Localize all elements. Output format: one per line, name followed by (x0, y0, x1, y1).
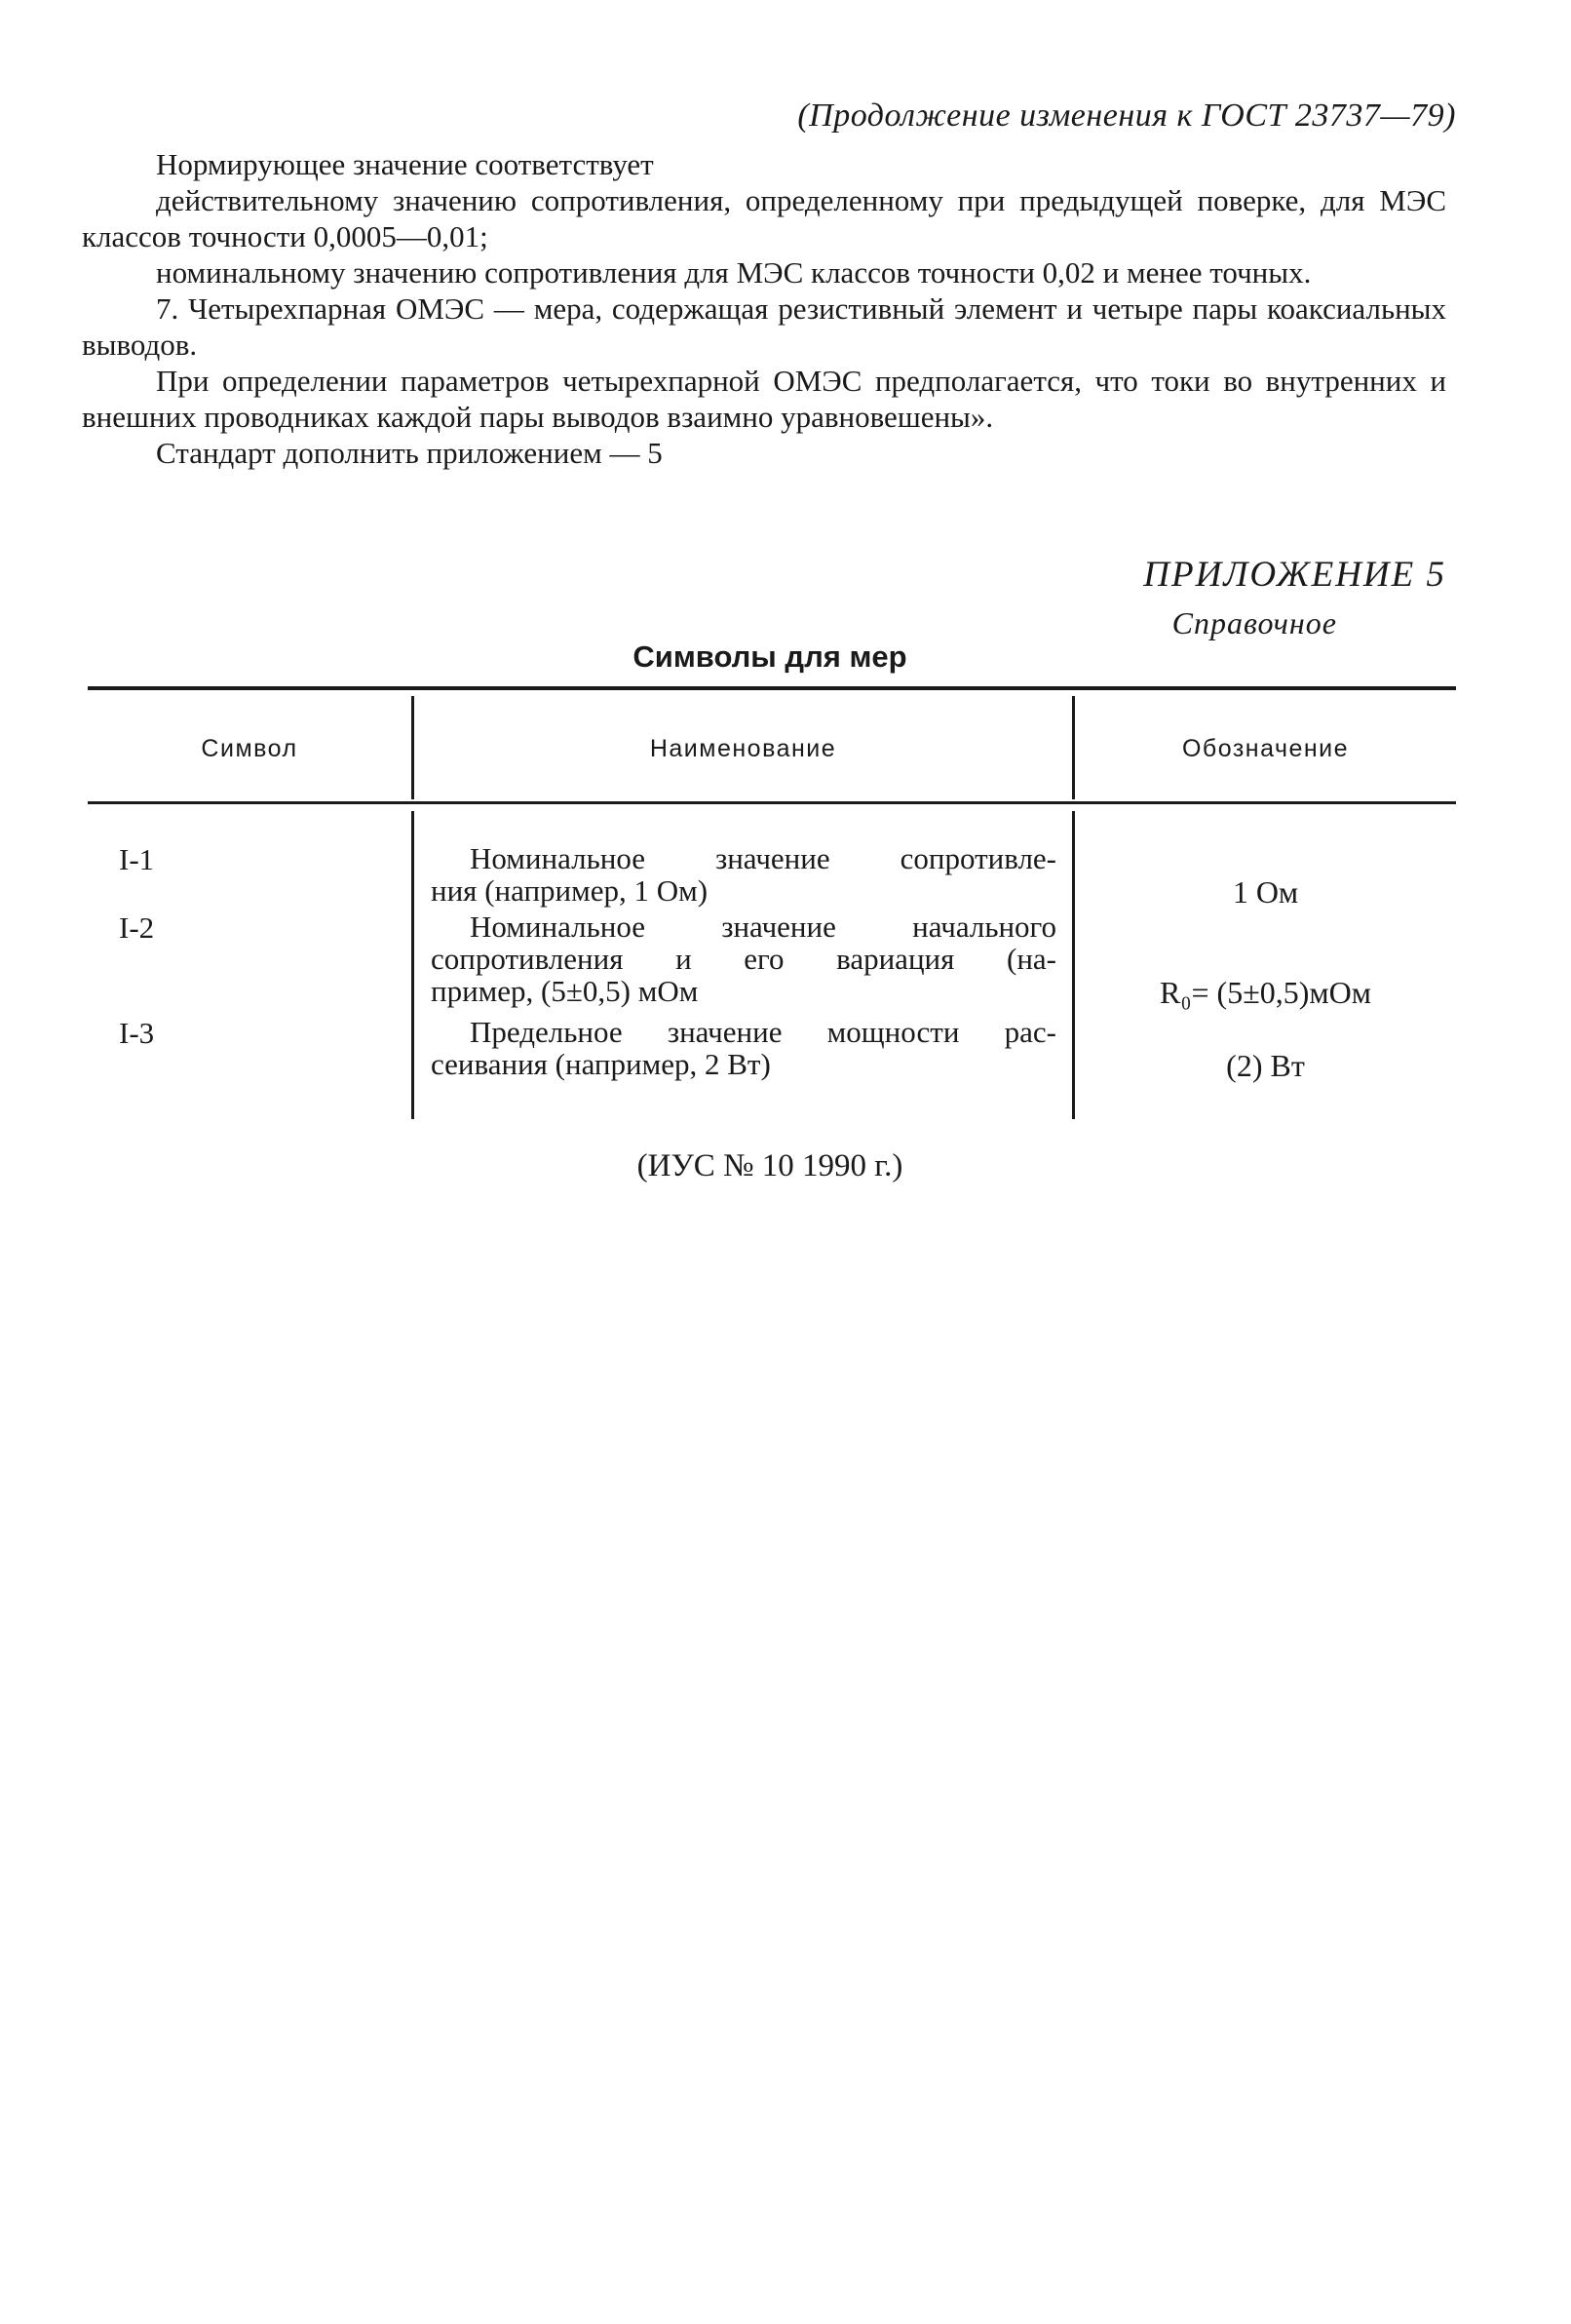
column-header-designation: Обозначение (1181, 735, 1350, 762)
table-header-rule (88, 801, 1456, 804)
table-top-rule (88, 686, 1456, 690)
paragraph-nominal-value: номинальному значению сопротивления для МЭС классов точности 0,02 и менее точных. (156, 255, 1312, 290)
table-cell-symbol: I-3 (119, 1016, 155, 1050)
table-cell-name-line: Предельное значение мощности рас- (470, 1015, 1056, 1049)
table-cell-name-line: Номинальное значение сопротивле- (470, 841, 1056, 875)
table-cell-name (431, 1016, 1056, 1080)
footer-reference: (ИУС № 10 1990 г.) (636, 1148, 903, 1183)
table-cell-name-line: сопротивления и его вариация (на- (431, 942, 1056, 976)
table-cell-name-line: Номинальное значение начального (470, 910, 1056, 944)
body-text (82, 146, 1446, 471)
paragraph-actual-value: действительному значению сопротивления, определенному при предыдущей поверке, для МЭС классов точности 0,0005—0,01; (82, 183, 1446, 253)
table-cell-designation: 1 Ом (1232, 874, 1299, 910)
table-caption: Символы для мер (632, 639, 907, 674)
column-header-name: Наименование (649, 735, 837, 762)
table-cell-symbol: I-1 (119, 842, 155, 876)
paragraph-add-appendix: Стандарт дополнить приложением — 5 (156, 436, 663, 470)
table-cell-name (431, 910, 1056, 1007)
table-cell-symbol: I-2 (119, 910, 155, 945)
appendix-title: ПРИЛОЖЕНИЕ 5 (1143, 555, 1446, 595)
symbols-table (88, 686, 1456, 1121)
table-cell-name-line: пример, (5±0,5) мОм (431, 974, 699, 1008)
column-header-symbol: Символ (201, 735, 298, 762)
table-column-divider (411, 811, 414, 1119)
document-header: (Продолжение изменения к ГОСТ 23737—79) (797, 97, 1456, 134)
paragraph-four-pair-definition: 7. Четырехпарная ОМЭС — мера, содержащая резистивный элемент и четыре пары коаксиальных выводов. (82, 291, 1446, 362)
paragraph-normalizing-value: Нормирующее значение соответствует (156, 147, 654, 181)
table-cell-designation: R₀= (5±0,5)мОм (1159, 975, 1372, 1010)
paragraph-four-pair-parameters: При определении параметров четырехпарной ОМЭС предполагается, что токи во внутренних и внешних проводниках каждой пары выводов взаимно уравновешены». (82, 364, 1446, 434)
table-cell-name-line: сеивания (например, 2 Вт) (431, 1047, 771, 1081)
table-cell-designation: (2) Вт (1226, 1048, 1305, 1083)
table-cell-name (431, 842, 1056, 907)
appendix-subtitle: Справочное (1171, 605, 1337, 640)
table-cell-name-line: ния (например, 1 Ом) (431, 873, 709, 908)
